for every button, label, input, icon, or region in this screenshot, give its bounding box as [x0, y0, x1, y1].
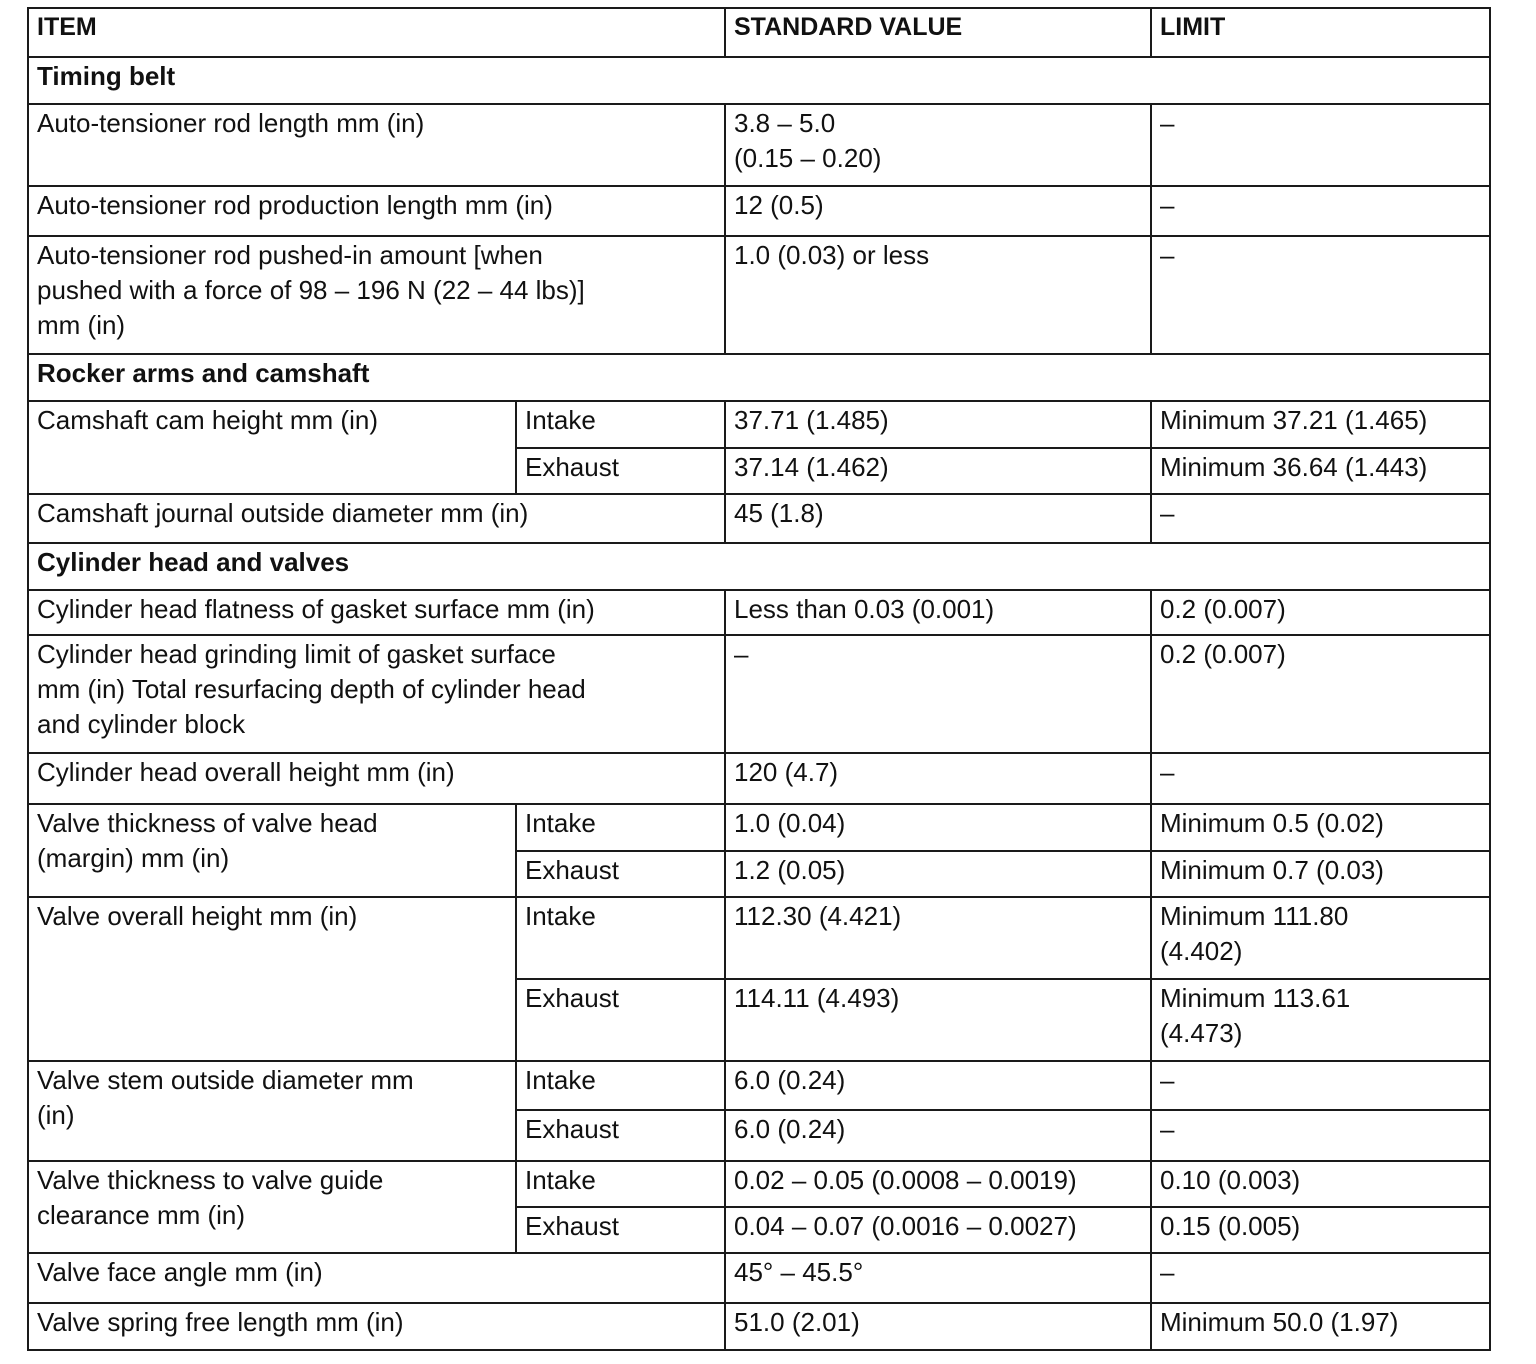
limit-cell: 0.15 (0.005): [1151, 1207, 1490, 1253]
standard-cell: 1.0 (0.04): [725, 804, 1151, 851]
item-line: and cylinder block: [37, 709, 246, 739]
item-cell: [28, 236, 725, 354]
limit-cell: –: [1151, 186, 1490, 236]
item-cell: Valve spring free length mm (in): [28, 1303, 725, 1350]
item-line: (margin) mm (in): [37, 843, 230, 873]
sub-cell: Exhaust: [516, 1110, 725, 1161]
limit-line: (4.473): [1160, 1018, 1243, 1048]
limit-line: Minimum 113.61: [1160, 983, 1351, 1013]
limit-cell: –: [1151, 1253, 1490, 1303]
limit-cell: Minimum 36.64 (1.443): [1151, 448, 1490, 494]
item-cell: [28, 804, 516, 897]
table-row: [28, 494, 1490, 543]
standard-cell: 6.0 (0.24): [725, 1061, 1151, 1110]
item-line: mm (in) Total resurfacing depth of cylinder head: [37, 674, 586, 704]
limit-cell: [1151, 979, 1490, 1061]
sub-cell: Intake: [516, 1061, 725, 1110]
table-row: [28, 104, 1490, 186]
table-row: [28, 1161, 1490, 1207]
item-line: Valve stem outside diameter mm: [37, 1065, 414, 1095]
standard-cell: 37.71 (1.485): [725, 401, 1151, 448]
header-item: ITEM: [28, 8, 725, 57]
standard-cell: [725, 104, 1151, 186]
table-row: [28, 1303, 1490, 1350]
section-row: [28, 57, 1490, 104]
sub-cell: Exhaust: [516, 851, 725, 897]
standard-cell: 114.11 (4.493): [725, 979, 1151, 1061]
section-title: Timing belt: [28, 57, 1490, 104]
item-line: mm (in): [37, 310, 126, 340]
limit-cell: –: [1151, 494, 1490, 543]
limit-cell: 0.2 (0.007): [1151, 590, 1490, 635]
standard-line: (0.15 – 0.20): [734, 143, 882, 173]
limit-cell: Minimum 0.5 (0.02): [1151, 804, 1490, 851]
limit-cell: –: [1151, 1061, 1490, 1110]
standard-cell: 0.04 – 0.07 (0.0016 – 0.0027): [725, 1207, 1151, 1253]
table-row: [28, 236, 1490, 354]
table-row: [28, 1253, 1490, 1303]
sub-cell: Exhaust: [516, 979, 725, 1061]
sub-cell: Intake: [516, 804, 725, 851]
standard-cell: 0.02 – 0.05 (0.0008 – 0.0019): [725, 1161, 1151, 1207]
limit-cell: Minimum 37.21 (1.465): [1151, 401, 1490, 448]
table-row: [28, 635, 1490, 753]
table-row: [28, 753, 1490, 804]
item-line: Auto-tensioner rod pushed-in amount [when: [37, 240, 543, 270]
section-row: [28, 543, 1490, 590]
standard-cell: 37.14 (1.462): [725, 448, 1151, 494]
sub-cell: Exhaust: [516, 448, 725, 494]
limit-line: (4.402): [1160, 936, 1243, 966]
table-row: [28, 590, 1490, 635]
item-line: pushed with a force of 98 – 196 N (22 – 44 lbs)]: [37, 275, 585, 305]
limit-cell: 0.10 (0.003): [1151, 1161, 1490, 1207]
standard-cell: 51.0 (2.01): [725, 1303, 1151, 1350]
limit-cell: –: [1151, 753, 1490, 804]
item-cell: [28, 635, 725, 753]
header-standard: STANDARD VALUE: [725, 8, 1151, 57]
standard-line: 3.8 – 5.0: [734, 108, 836, 138]
header-row: [28, 8, 1490, 57]
item-cell: Camshaft cam height mm (in): [28, 401, 516, 494]
limit-cell: 0.2 (0.007): [1151, 635, 1490, 753]
sub-cell: Intake: [516, 401, 725, 448]
limit-cell: [1151, 897, 1490, 979]
limit-cell: –: [1151, 1110, 1490, 1161]
item-line: (in): [37, 1100, 75, 1130]
standard-cell: 45 (1.8): [725, 494, 1151, 543]
standard-cell: 12 (0.5): [725, 186, 1151, 236]
sub-cell: Intake: [516, 1161, 725, 1207]
item-line: clearance mm (in): [37, 1200, 246, 1230]
item-cell: Cylinder head overall height mm (in): [28, 753, 725, 804]
table-row: [28, 897, 1490, 979]
standard-cell: 120 (4.7): [725, 753, 1151, 804]
limit-cell: –: [1151, 104, 1490, 186]
standard-cell: –: [725, 635, 1151, 753]
standard-cell: Less than 0.03 (0.001): [725, 590, 1151, 635]
limit-cell: –: [1151, 236, 1490, 354]
section-title: Rocker arms and camshaft: [28, 354, 1490, 401]
standard-cell: 45° – 45.5°: [725, 1253, 1151, 1303]
item-cell: [28, 1061, 516, 1161]
standard-cell: 6.0 (0.24): [725, 1110, 1151, 1161]
item-line: Valve thickness to valve guide: [37, 1165, 384, 1195]
table-row: [28, 401, 1490, 448]
item-cell: Valve overall height mm (in): [28, 897, 516, 1061]
item-cell: Cylinder head flatness of gasket surface mm (in): [28, 590, 725, 635]
limit-cell: Minimum 50.0 (1.97): [1151, 1303, 1490, 1350]
standard-cell: 1.0 (0.03) or less: [725, 236, 1151, 354]
standard-cell: 112.30 (4.421): [725, 897, 1151, 979]
item-line: Valve thickness of valve head: [37, 808, 378, 838]
section-row: [28, 354, 1490, 401]
section-title: Cylinder head and valves: [28, 543, 1490, 590]
spec-table: [27, 7, 1491, 1351]
table-row: [28, 186, 1490, 236]
standard-cell: 1.2 (0.05): [725, 851, 1151, 897]
header-limit: LIMIT: [1151, 8, 1490, 57]
sub-cell: Intake: [516, 897, 725, 979]
table-row: [28, 804, 1490, 851]
item-cell: [28, 1161, 516, 1253]
item-line: Cylinder head grinding limit of gasket surface: [37, 639, 556, 669]
table-row: [28, 1061, 1490, 1110]
sub-cell: Exhaust: [516, 1207, 725, 1253]
item-cell: Auto-tensioner rod production length mm (in): [28, 186, 725, 236]
limit-cell: Minimum 0.7 (0.03): [1151, 851, 1490, 897]
item-cell: Camshaft journal outside diameter mm (in): [28, 494, 725, 543]
item-cell: Auto-tensioner rod length mm (in): [28, 104, 725, 186]
limit-line: Minimum 111.80: [1160, 901, 1349, 931]
item-cell: Valve face angle mm (in): [28, 1253, 725, 1303]
